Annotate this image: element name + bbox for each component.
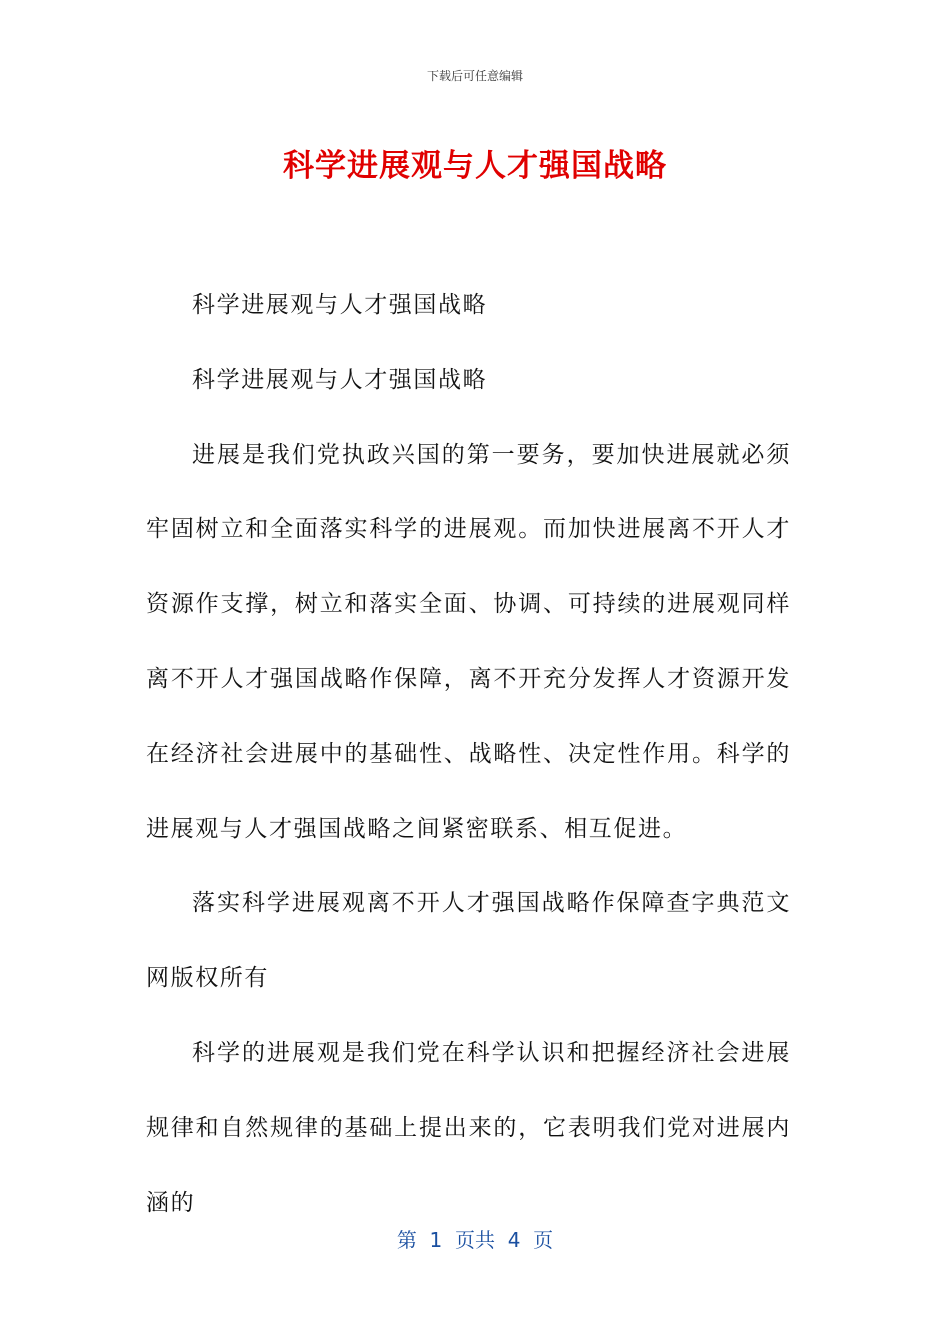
- paragraph: 科学的进展观是我们党在科学认识和把握经济社会进展规律和自然规律的基础上提出来的，它表明我们党对进展内涵的: [146, 1039, 791, 1216]
- page-number-footer: 第 1 页共 4 页: [396, 1228, 554, 1252]
- paragraph: 进展是我们党执政兴国的第一要务，要加快进展就必须牢固树立和全面落实科学的进展观。而加快进展离不开人才资源作支撑，树立和落实全面、协调、可持续的进展观同样离不开人才强国战略作保障，离不开充分发挥人才资源开发在经济社会进展中的基础性、战略性、决定性作用。科学的进展观与人才强国战略之间紧密联系、相互促进。: [146, 441, 791, 842]
- paragraph: 科学进展观与人才强国战略: [192, 366, 488, 393]
- paragraph: 落实科学进展观离不开人才强国战略作保障查字典范文网版权所有: [146, 890, 791, 992]
- document-title: 科学进展观与人才强国战略: [283, 148, 667, 184]
- paragraph: 科学进展观与人才强国战略: [192, 292, 488, 318]
- document-body: [146, 268, 791, 1240]
- page-header: 下载后可任意编辑: [426, 69, 523, 83]
